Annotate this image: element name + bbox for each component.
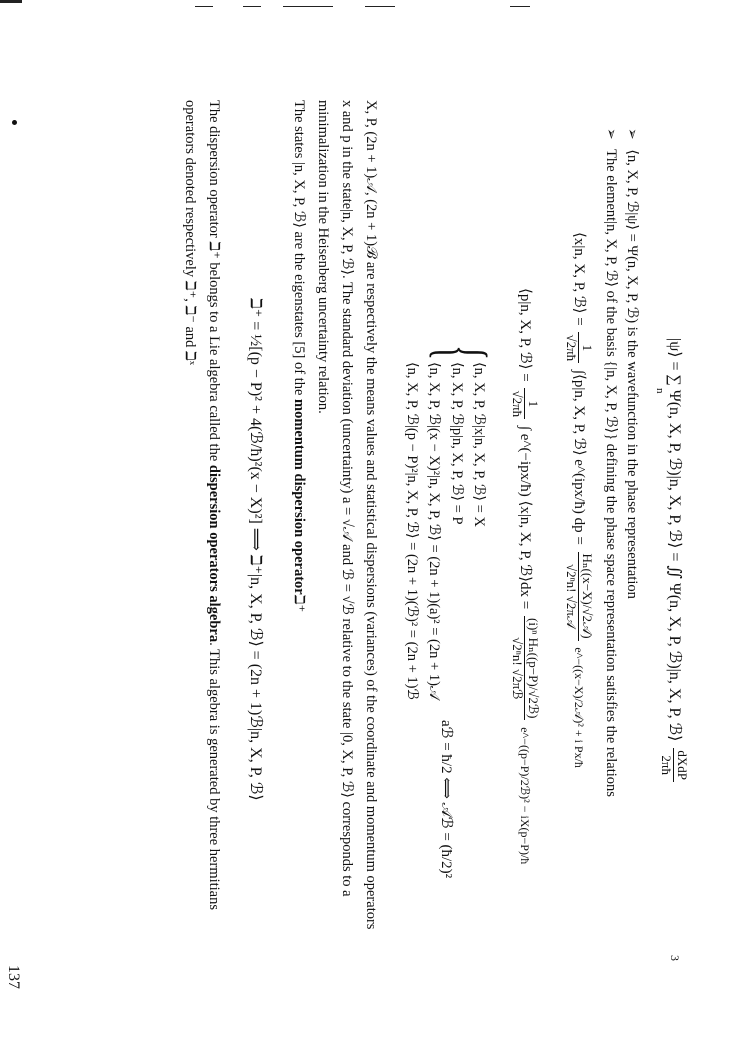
paragraph-line: x and p in the state|n, X, P, ℬ⟩. The standard deviation (uncertainty) a = √𝒜 and ℬ = √ℬ relative to the state |0, X, P, ℬ⟩ corresponds to a: [339, 100, 355, 897]
equation-momentum-representation: [509, 288, 540, 864]
fraction-denominator: √2ⁿn! √2π𝒜: [564, 563, 580, 629]
equation-psi-expansion: [658, 338, 689, 785]
equation-psi-text: |ψ⟩ = ∑ Ψ(n, X, P, ℬ)|n, X, P, ℬ⟩ = ∬ Ψ(n, X, P, ℬ)|n, X, P, ℬ⟩: [665, 338, 683, 742]
states-operator: ℶ⁺: [291, 594, 307, 613]
fraction: [509, 388, 540, 419]
paragraph-line: minimalization in the Heisenberg uncertainty relation.: [315, 100, 331, 414]
fraction: [563, 332, 594, 363]
fraction-numerator: (i)ⁿ Hₙ((p−P)/√2ℬ): [526, 618, 541, 719]
bullet-basis-text: The element|n, X, P, ℬ⟩ of the basis {|n, X, P, ℬ⟩} defining the phase space representation satisfies the relations: [603, 149, 619, 797]
fraction-numerator: Hₙ((x−X)/√2𝒜): [580, 553, 595, 639]
eq-p-middle: ∫ e^(−ipx/ħ) ⟨x|n, X, P, ℬ⟩dx =: [517, 425, 534, 610]
fraction-numerator: 1: [524, 388, 540, 419]
fraction-numerator: dXdP: [675, 750, 690, 781]
system-line: ⟨n, X, P, ℬ|p|n, X, P, ℬ⟩ = P: [448, 362, 465, 525]
uncertainty-relation: aℬ = ħ/2 ⟺ 𝒜ℬ = (ħ/2)²: [438, 720, 454, 879]
system-line: ⟨n, X, P, ℬ|x|n, X, P, ℬ⟩ = X: [471, 362, 487, 527]
paragraph-line: operators denoted respectively ℶ⁺, ℶ⁻ and ℶˣ: [182, 100, 198, 366]
dispersion-algebra-term: dispersion operators algebra: [206, 464, 222, 643]
equation-dispersion-operator: ℶ⁺ = ½[(p − P)² + 4(ℬ/ħ)²(x − X)²] ⟹ ℶ⁺|n, X, P, ℬ⟩ = (2n + 1)ℬ|n, X, P, ℬ⟩: [247, 298, 264, 801]
eq-p-lhs: ⟨p|n, X, P, ℬ⟩ =: [517, 288, 534, 382]
eq-x-tail: e^−((x−X)/2𝒜)² + i Px/ħ: [572, 647, 587, 768]
bullet-arrow-icon: ➢: [624, 128, 639, 140]
footnote-mark: 3: [668, 955, 682, 961]
algebra-sentence: [205, 100, 222, 910]
fraction-denominator: 2πħ: [659, 755, 675, 775]
equation-position-representation: [563, 232, 594, 768]
eq-p-tail: e^−((p−P)/2ℬ)² − iX(p−P)/ħ: [518, 727, 533, 865]
eq-x-lhs: ⟨x|n, X, P, ℬ⟩ =: [571, 232, 588, 326]
fraction-denominator: √2πħ: [564, 334, 580, 362]
fraction: [658, 748, 689, 782]
bullet-wavefunction: [623, 128, 640, 599]
bullet-basis-element: [602, 128, 619, 797]
algebra-text: The dispersion operator ℶ⁺ belongs to a Lie algebra called the: [206, 100, 222, 465]
bullet-arrow-icon: ➢: [603, 128, 618, 140]
states-text: The states |n, X, P, ℬ⟩ are the eigenstates [5] of the: [291, 100, 307, 399]
fraction-denominator: √2πħ: [510, 390, 526, 418]
fraction: [563, 552, 594, 641]
fraction-numerator: 1: [578, 332, 594, 363]
system-line: ⟨n, X, P, ℬ|(x − X)²|n, X, P, ℬ⟩ = (2n + 1)(a)² = (2n + 1)𝒜: [426, 362, 443, 700]
bullet-wavefunction-text: ⟨n, X, P, ℬ|ψ⟩ = Ψ(n, X, P, ℬ) is the wavefunction in the phase representation: [624, 149, 640, 599]
states-sentence: [290, 100, 307, 612]
momentum-dispersion-operator-term: momentum dispersion operator: [291, 399, 307, 595]
fraction: [509, 616, 540, 720]
algebra-text-end: . This algebra is generated by three hermitians: [206, 642, 222, 911]
system-line: ⟨n, X, P, ℬ|(p − P)²|n, X, P, ℬ⟩ = (2n + 1)(ℬ)² = (2n + 1)ℬ: [403, 362, 420, 700]
page-number: 137: [5, 965, 22, 989]
system-brace: {: [423, 345, 500, 361]
fraction-denominator: √2ⁿn! √2πℬ: [510, 637, 526, 700]
sum-subscript: n: [654, 388, 666, 394]
paragraph-line: X, P, (2n + 1)𝒜, (2n + 1)ℬ are respectively the means values and statistical dispersions (variances) of the coordinate and momentum operators: [363, 100, 379, 930]
system-of-relations: [400, 362, 490, 700]
eq-x-middle: ∫⟨p|n, X, P, ℬ⟩ e^(ipx/ħ) dp =: [571, 369, 588, 545]
